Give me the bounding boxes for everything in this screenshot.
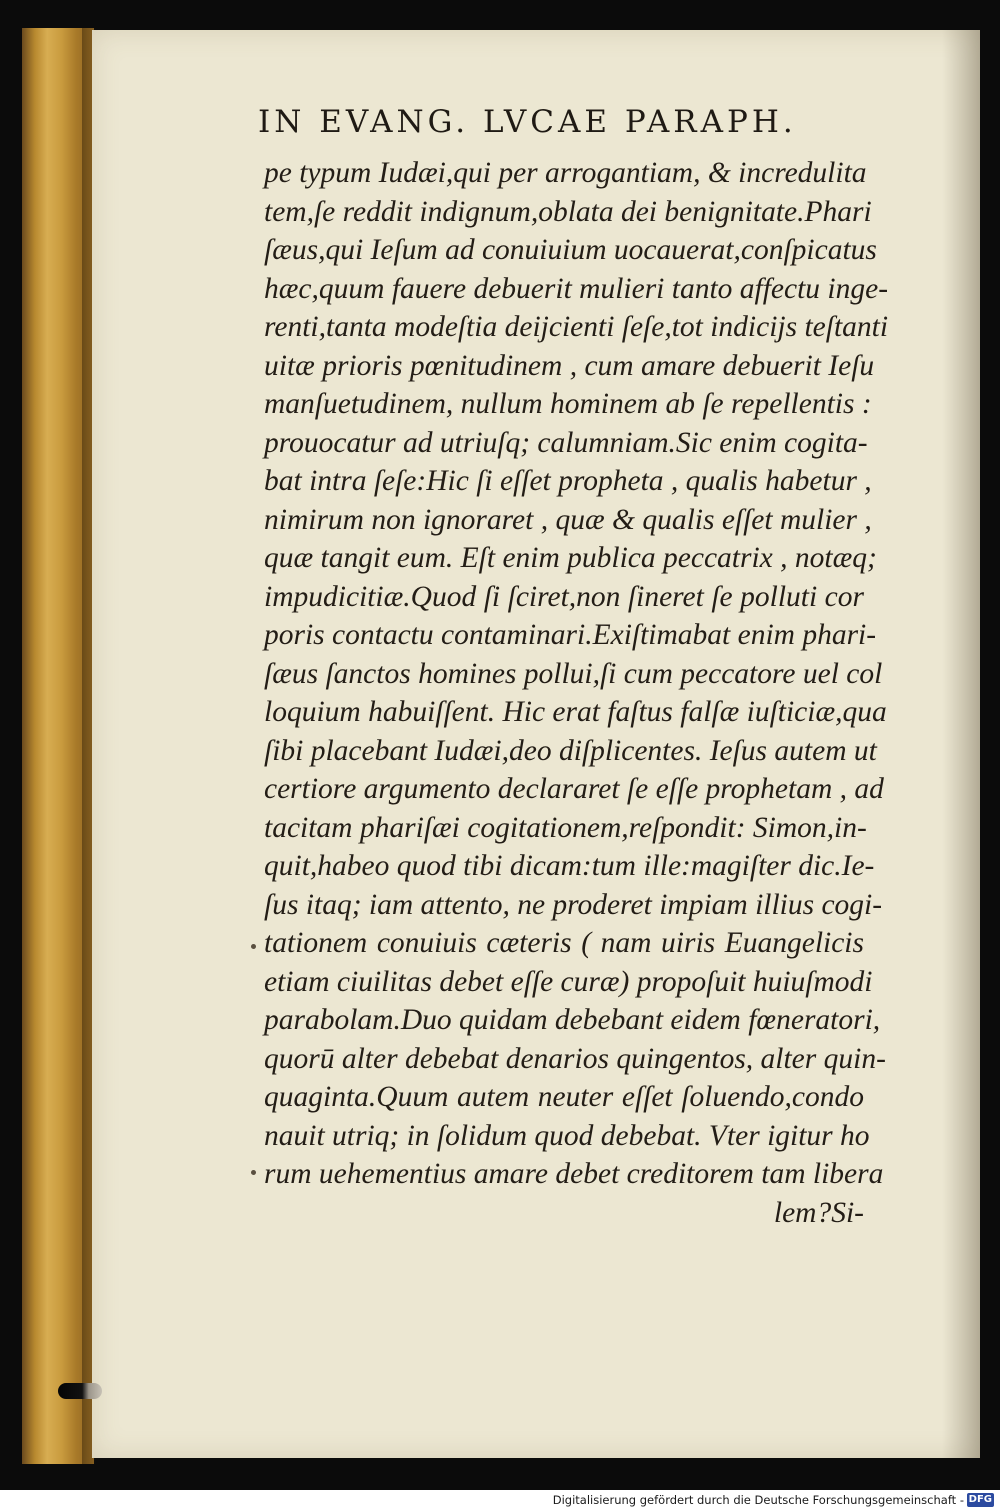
text-line: pe typum Iudæi,qui per arrogantiam, & incredulita xyxy=(264,157,867,189)
text-line: bat intra ſeſe:Hic ſi eſſet propheta , qualis habetur , xyxy=(264,465,872,497)
page-gutter-shadow xyxy=(942,30,980,1458)
text-line: parabolam.Duo quidam debebant eidem fœneratori, xyxy=(264,1004,881,1036)
dfg-logo: DFG xyxy=(968,1494,992,1505)
text-line: certiore argumento declararet ſe eſſe prophetam , ad xyxy=(264,773,884,805)
text-line: prouocatur ad utriuſq; calumniam.Sic enim cogita- xyxy=(264,426,868,459)
text-line: rum uehementius amare debet creditorem tam libera xyxy=(264,1158,884,1190)
text-line: impudicitiæ.Quod ſi ſciret,non ſineret ſe polluti cor xyxy=(264,580,864,613)
margin-mark xyxy=(251,1170,256,1175)
text-line: quaginta.Quum autem neuter eſſet ſoluendo,condo xyxy=(264,1081,864,1113)
text-line: lem?Si- xyxy=(773,1196,864,1229)
binding-mark xyxy=(58,1383,102,1399)
digitization-footer xyxy=(0,1490,1000,1511)
text-line: etiam ciuilitas debet eſſe curæ) propoſuit huiuſmodi xyxy=(264,965,873,998)
text-line: hæc,quum fauere debuerit mulieri tanto affectu inge- xyxy=(264,272,889,305)
text-line: tacitam phariſæi cogitationem,reſpondit: Simon,in- xyxy=(264,811,867,844)
text-line: nimirum non ignoraret , quæ & qualis eſſet mulier , xyxy=(264,503,872,536)
text-line: ſus itaq; iam attento, ne proderet impiam illius cogi- xyxy=(264,888,883,921)
text-line: renti,tanta modeſtia deijcienti ſeſe,tot indicijs teſtanti xyxy=(264,311,889,343)
text-line: uitæ prioris pœnitudinem , cum amare debuerit Ieſu xyxy=(264,349,875,382)
text-line: quit,habeo quod tibi dicam:tum ille:magiſter dic.Ie- xyxy=(264,850,875,882)
text-line: nauit utriq; in ſolidum quod debebat. Vter igitur ho xyxy=(264,1119,870,1152)
text-line: ſæus,qui Ieſum ad conuiuium uocauerat,conſpicatus xyxy=(264,234,877,266)
text-line: tationem conuiuis cæteris ( nam uiris Euangelicis xyxy=(264,927,864,959)
margin-mark xyxy=(251,944,256,949)
text-block xyxy=(264,154,889,1232)
text-line: ſæus ſanctos homines pollui,ſi cum peccatore uel col xyxy=(264,657,883,690)
text-line: manſuetudinem, nullum hominem ab ſe repellentis : xyxy=(264,388,872,420)
text-line: quæ tangit eum. Eſt enim publica peccatrix , notæq; xyxy=(264,542,877,574)
footer-credit: Digitalisierung gefördert durch die Deutsche Forschungsgemeinschaft - xyxy=(552,1493,964,1507)
text-line: ſibi placebant Iudæi,deo diſplicentes. Ieſus autem ut xyxy=(264,734,877,767)
text-line: poris contactu contaminari.Exiſtimabat enim phari- xyxy=(264,619,877,651)
text-line: quorū alter debebat denarios quingentos, alter quin- xyxy=(264,1042,886,1075)
text-line: tem,ſe reddit indignum,oblata dei benignitate.Phari xyxy=(264,195,872,228)
running-head: IN EVANG. LVCAE PARAPH. xyxy=(258,104,797,140)
text-line: loquium habuiſſent. Hic erat faſtus falſæ iuſticiæ,qua xyxy=(264,696,887,728)
